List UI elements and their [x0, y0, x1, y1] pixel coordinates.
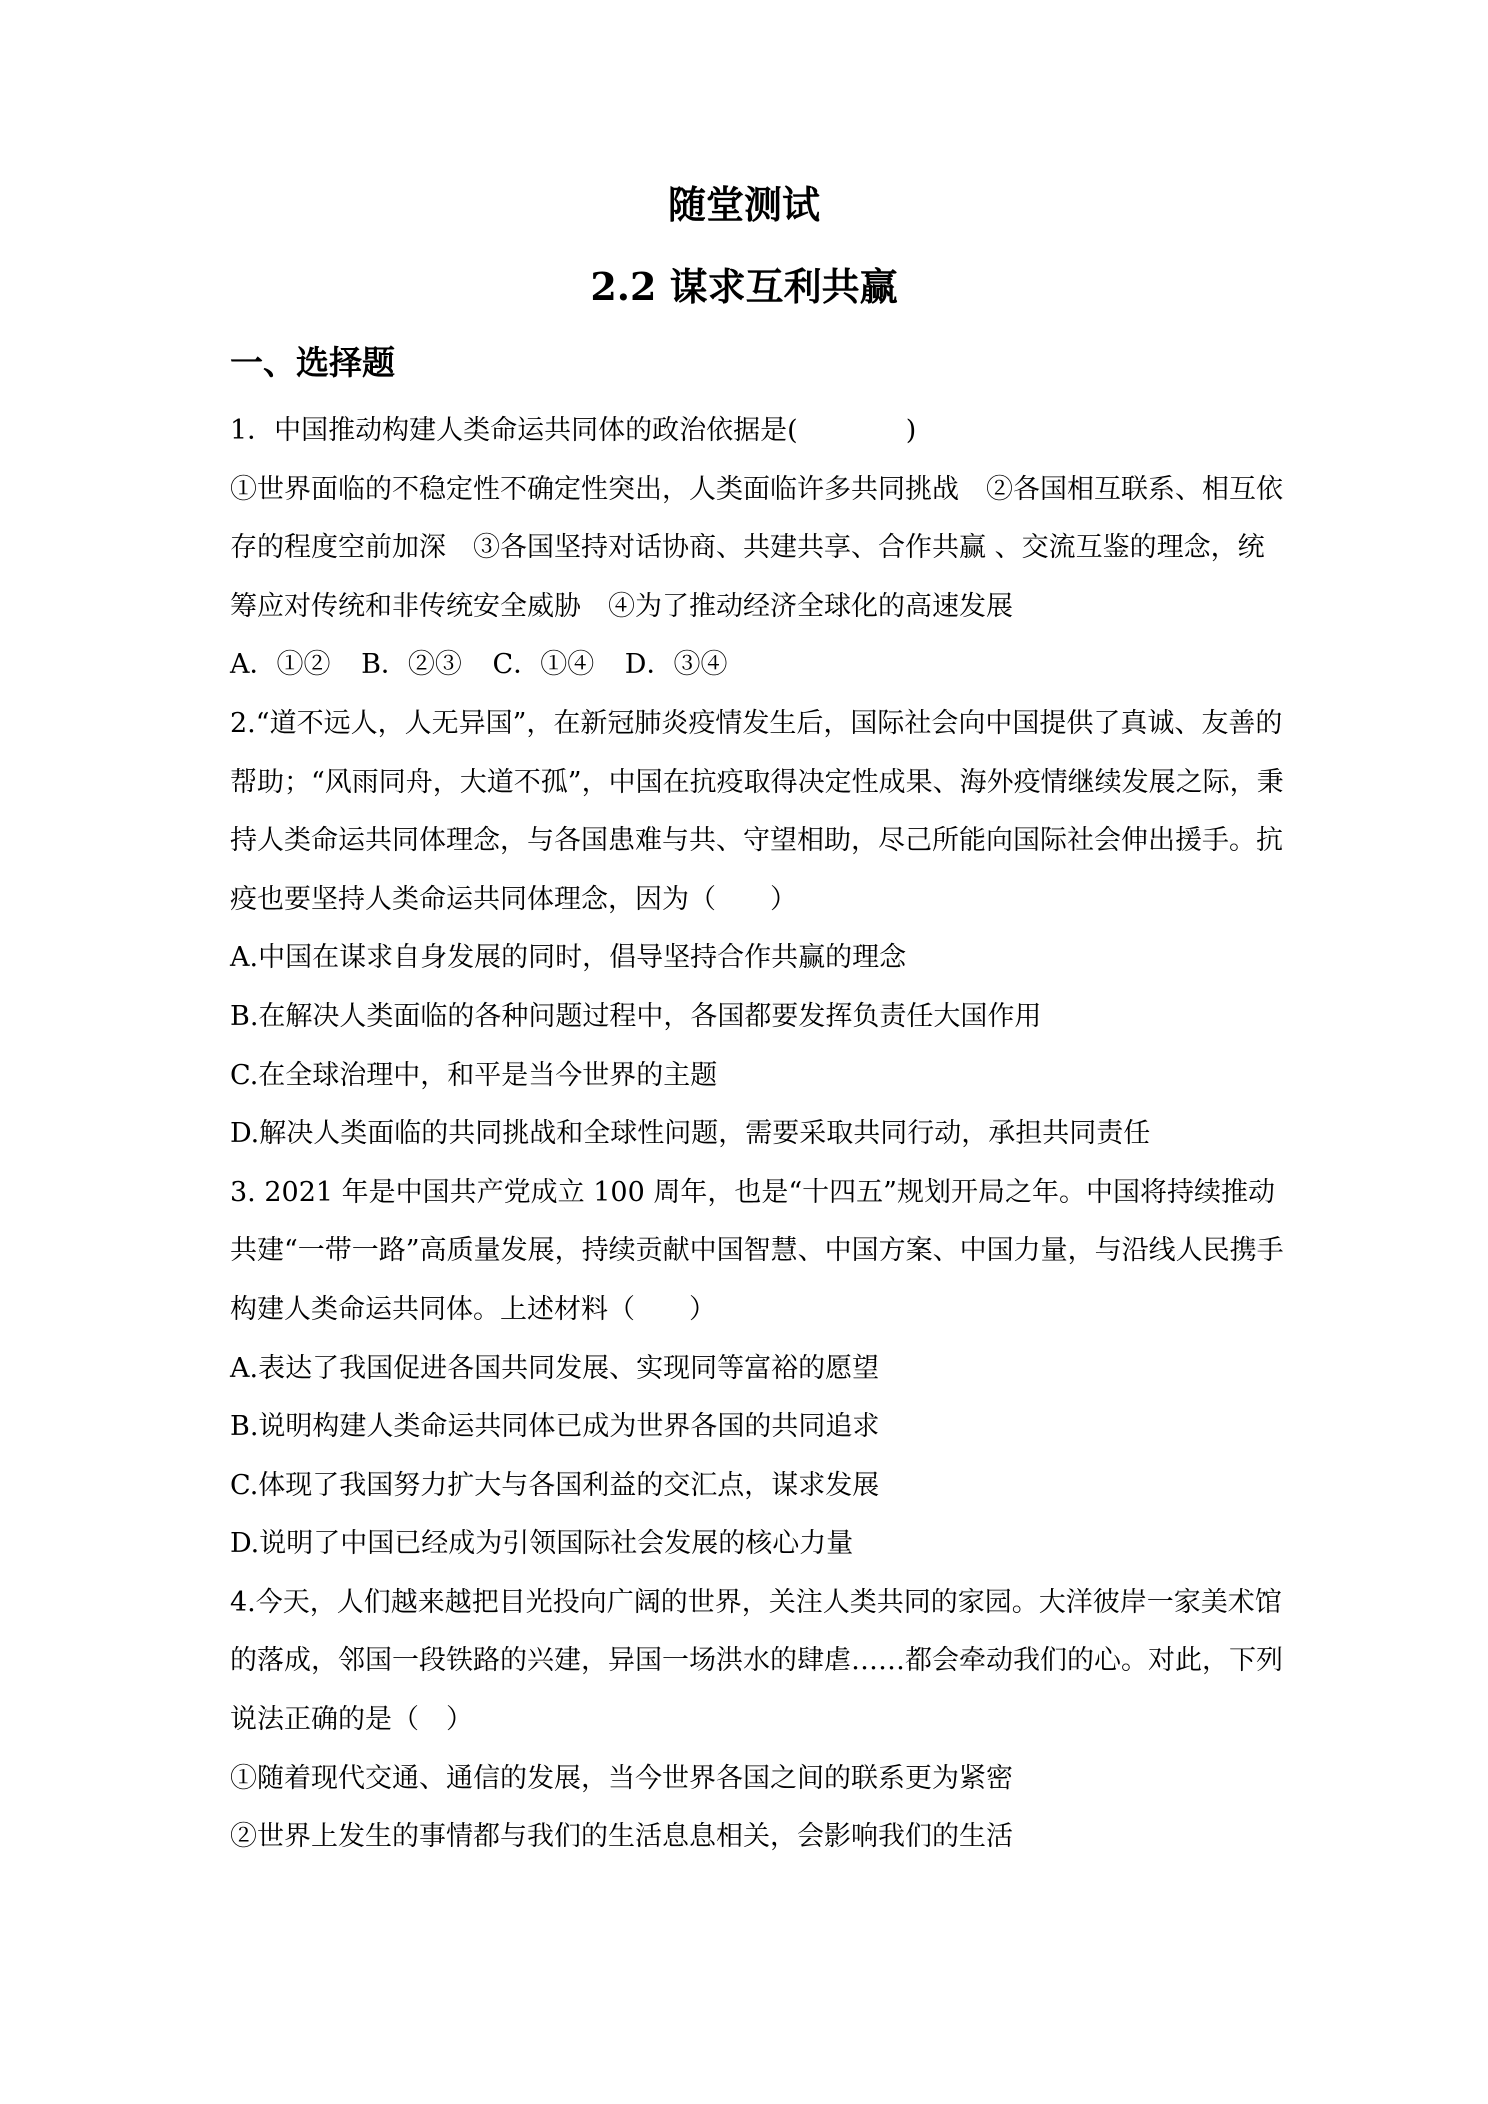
- lesson-title: 2.2 谋求互利共赢: [590, 264, 898, 309]
- answer-choices: [230, 636, 1290, 695]
- section-heading: 一、选择题: [230, 343, 395, 382]
- choice-d: D.解决人类面临的共同挑战和全球性问题，需要采取共同行动，承担共同责任: [230, 1118, 1151, 1150]
- choice-b: B．②③: [361, 649, 462, 681]
- statement-item: ②世界上发生的事情都与我们的生活息息相关，会影响我们的生活: [230, 1821, 1013, 1853]
- choice-a: A．①②: [230, 649, 331, 681]
- question-1: [230, 402, 1290, 695]
- question-3: [230, 1164, 1290, 1574]
- choice-b: B.在解决人类面临的各种问题过程中，各国都要发挥负责任大国作用: [230, 1000, 1042, 1032]
- question-stem: 1．中国推动构建人类命运共同体的政治依据是( ): [230, 415, 917, 446]
- question-stem: 3. 2021 年是中国共产党成立 100 周年，也是“十四五”规划开局之年。中国将持续推动共建“一带一路”高质量发展，持续贡献中国智慧、中国方案、中国力量，与沿线人民携手构建人类命运共同体。上述材料（ ）: [230, 1176, 1284, 1325]
- choice-c: C.在全球治理中，和平是当今世界的主题: [230, 1059, 718, 1091]
- question-stem: 4.今天，人们越来越把目光投向广阔的世界，关注人类共同的家园。大洋彼岸一家美术馆的落成，邻国一段铁路的兴建，异国一场洪水的肆虐……都会牵动我们的心。对此，下列说法正确的是（ ）: [230, 1586, 1283, 1736]
- choice-d: D．③④: [624, 649, 728, 681]
- choice-a: A.中国在谋求自身发展的同时，倡导坚持合作共赢的理念: [230, 942, 907, 974]
- document-title: 随堂测试: [667, 182, 820, 227]
- choice-c: C．①④: [492, 649, 595, 681]
- question-list: [230, 402, 1290, 1867]
- choice-a: A.表达了我国促进各国共同发展、实现同等富裕的愿望: [230, 1352, 880, 1384]
- question-2: [230, 695, 1290, 1164]
- question-stem: 2.“道不远人，人无异国”，在新冠肺炎疫情发生后，国际社会向中国提供了真诚、友善的帮助；“风雨同舟，大道不孤”，中国在抗疫取得决定性成果、海外疫情继续发展之际，秉持人类命运共同体理念，与各国患难与共、守望相助，尽己所能向国际社会伸出援手。抗疫也要坚持人类命运共同体理念，因为（ ）: [230, 707, 1284, 915]
- choice-c: C.体现了我国努力扩大与各国利益的交汇点，谋求发展: [230, 1469, 880, 1501]
- choice-d: D.说明了中国已经成为引领国际社会发展的核心力量: [230, 1528, 854, 1560]
- choice-b: B.说明构建人类命运共同体已成为世界各国的共同追求: [230, 1411, 880, 1443]
- question-4: [230, 1574, 1290, 1867]
- statement-item: ①随着现代交通、通信的发展，当今世界各国之间的联系更为紧密: [230, 1762, 1013, 1794]
- question-body: ①世界面临的不稳定性不确定性突出，人类面临许多共同挑战 ②各国相互联系、相互依存的程度空前加深 ③各国坚持对话协商、共建共享、合作共赢 、交流互鉴的理念，统筹应对传统和非传统安全威胁 ④为了推动经济全球化的高速发展: [230, 473, 1283, 622]
